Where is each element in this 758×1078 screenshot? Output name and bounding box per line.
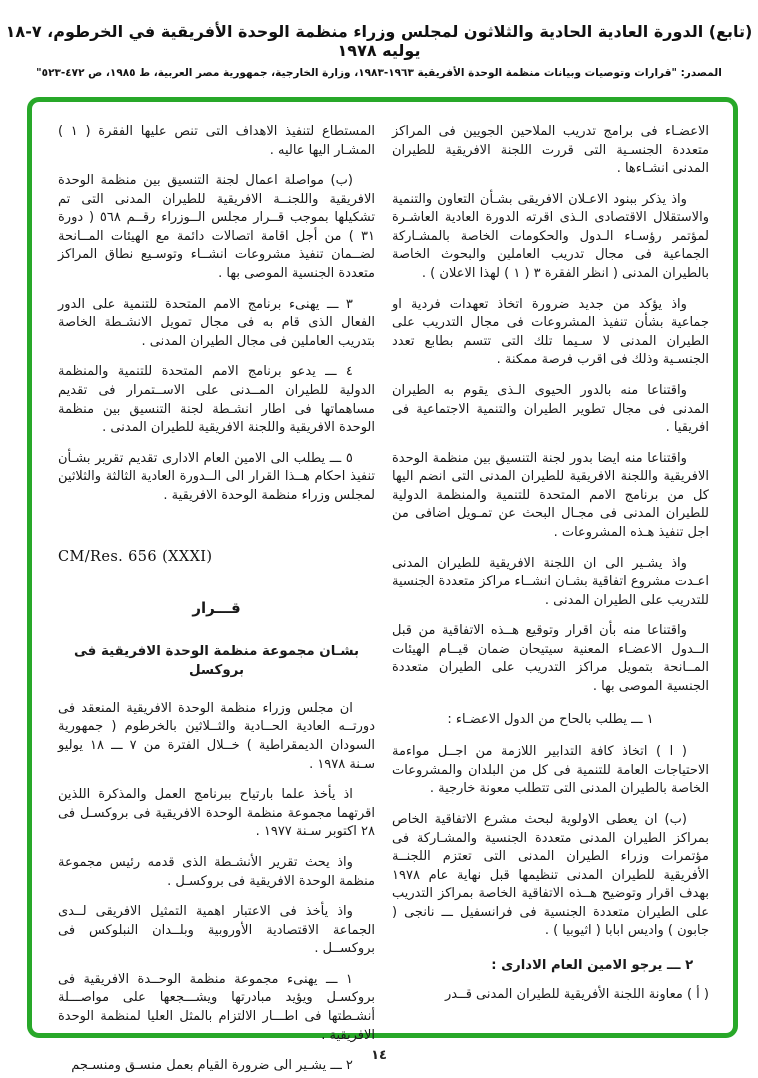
- paragraph: (ب) مواصلة اعمال لجنة التنسيق بين منظمة الوحدة الافريقية واللجنــة الافريقية للطيران المدنى التى تم تشكيلها بموجب قــرار مجلس الــوزراء رقــم ٥٦٨ ( دورة ٣١ ) من أجل اقامة اتصالات دائمة مع الهيئات المــانحة لضــمان تنفيذ مشروعات انشــاء وتوسـيع نطاق المراكز متعددة الجنسية الموصى بها .: [58, 173, 375, 282]
- header-session-title: (تابع) الدورة العادية الحادية والثلاثون لمجلس وزراء منظمة الوحدة الأفريقية في الخرطوم، ٧-١٨ يوليه ١٩٧٨: [5, 22, 753, 60]
- paragraph: ٤ ـــ يدعو برنامج الامم المتحدة للتنمية والمنظمة الدولية للطيران المــدنى على الاســتمرار فى تقديم مساهماتها فى اطار انشـطة لجنة التنسيق بين منظمة الوحدة الافريقية واللجنة الافريقية للطيران المدنى .: [58, 364, 375, 436]
- paragraph: اذ يأخذ علما بارتياح ببرنامج العمل والمذكرة اللذين اقرتهما مجموعة منظمة الوحدة الافريقية فى بروكسـل فى ٢٨ اكتوبر سـنة ١٩٧٧ .: [58, 787, 375, 840]
- numbered-item-bold: ٢ ـــ يرجو الامين العام الادارى :: [491, 957, 694, 973]
- resolution-subject: بشـان مجموعة منظمة الوحدة الافريقية فى بروكسل: [73, 643, 359, 678]
- paragraph: ١ ـــ يهنىء مجموعة منظمة الوحــدة الافريقية فى بروكسـل ويؤيد مبادرتها ويشـــجعها على مواصـــلة أنشـطتها فى اطـــار الالتزام بالمثل العليا لمنظمة الوحدة الافريقية .: [58, 971, 375, 1043]
- resolution-title: قـــرار: [192, 599, 241, 618]
- paragraph: واذ يأخذ فى الاعتبار اهمية التمثيل الافريقى لــدى الجماعة الاقتصادية الأوروبية وبلــدان النبلوكس فى بروكســل .: [58, 904, 375, 957]
- paragraph: واقتناعا منه بالدور الحيوى الـذى يقوم به الطيران المدنى فى مجال تطوير الطيران والتنمية الاجتماعية فى افريقيا .: [392, 382, 709, 436]
- column-left: [58, 123, 375, 1074]
- numbered-item: ١ ـــ يطلب بالحاح من الدول الاعضـاء :: [447, 711, 654, 727]
- paragraph: واقتناعا منه بأن اقرار وتوقيع هــذه الاتفاقية من قبل الــدول الاعضـاء المعنية سيتيحان ضمان قيــام الهيئات المــانحة بتمويل مراكز التدريب على الطيران متعددة الجنسية الموصى بها .: [392, 623, 709, 695]
- paragraph: ٥ ـــ يطلب الى الامين العام الادارى تقديم تقرير بشـأن تنفيذ احكام هــذا القرار الى الــدورة العادية الثالثة والثلاثين لمجلس وزراء منظمة الوحدة الافريقية .: [58, 450, 375, 503]
- paragraph: المستطاع لتنفيذ الاهداف التى تنص عليها الفقرة ( ١ ) المشـار اليها عاليه .: [58, 124, 375, 158]
- paragraph: واذ يحث تقرير الأنشـطة الذى قدمه رئيس مجموعة منظمة الوحدة الافريقية فى بروكسـل .: [58, 854, 375, 889]
- paragraph: الاعضـاء فى برامج تدريب الملاحين الجويين فى المراكز متعددة الجنسـية التى قررت اللجنة الافريقية للطيران المدنى انشـاءها .: [392, 124, 709, 177]
- paragraph: ( ا ) اتخاذ كافة التدابير اللازمة من اجــل مواءمة الاحتياجات العامة للتنمية فى كل من البلدان والمشروعات الخاصة بالطيران المدنى التى تتطلب معونة خارجية .: [392, 744, 709, 797]
- paragraph: ٣ ـــ يهنىء برنامج الامم المتحدة للتنمية على الدور الفعال الذى قام به فى مجال تمويل الانشـطة الخاصة بتدريب العاملين فى مجال الطيران المدنى .: [58, 296, 375, 349]
- paragraph: ( أ ) معاونة اللجنة الأفريقية للطيران المدنى قــدر: [444, 986, 709, 1002]
- paragraph: (ب) ان يعطى الاولوية لبحث مشرع الاتفاقية الخاص بمراكز الطيران المدنى متعددة الجنسية والمشـاركة فى مؤتمرات وزراء الطيران المدنى التى تعتزم اللجنــة الأفريقية للطيران المدنى تنظيمها قبل نهاية عام ١٩٧٨ بهدف اقرار وتوضيح هــذه الاتفاقية الخاصة بمراكز التدريب على الطيران متعددة الجنسية فى فرانسفيل ـــ نانجى ( جابون ) واديس ابابا ( اثيوبيا ) .: [392, 811, 709, 939]
- header-source-line: المصدر: "قرارات وتوصيات وبيانات منظمة الوحدة الأفريقية ١٩٦٣-١٩٨٣، وزارة الخارجية، جمهورية مصر العربية، ط ١٩٨٥، ص ٤٧٢-٥٢٣": [36, 67, 722, 79]
- paragraph: ان مجلس وزراء منظمة الوحدة الافريقية المنعقد فى دورتــه العادية الحــادية والثــلاثين بالخرطوم ( جمهورية السودان الديمقراطية ) خــلال الفترة من ٧ ـــ ١٨ يوليو سـنة ١٩٧٨ .: [58, 700, 375, 772]
- column-right: [392, 123, 709, 1033]
- paragraph: واذ يؤكد من جديد ضرورة اتخاذ تعهدات فردية او جماعية بشأن تنفيذ المشروعات فى مجال التدريب على الطيران المدنى لا سـيما تلك التى تتسم بطابع تعدد الجنسـية وذلك فى اقرب فرصة ممكنة .: [392, 296, 709, 368]
- paragraph: ٢ ـــ يشـير الى ضرورة القيام بعمل منسـق ومنسـجم: [71, 1058, 353, 1074]
- paragraph: واذ يشـير الى ان اللجنة الافريقية للطيران المدنى اعـدت مشروع اتفاقية بشـان انشــاء مراكز متعددة الجنسية للتدريب على الطيران المدنى .: [392, 555, 709, 608]
- page-header: [0, 22, 758, 79]
- paragraph: واقتناعا منه ايضا بدور لجنة التنسيق بين منظمة الوحدة الافريقية واللجنة الافريقية للطيران المدنى التى انضم اليها كل من برنامج الامم المتحدة للتنمية والمنظمة الدولية للطيران المدنى فى مجـال البحث عن تمـويل اضافى من اجل تنفيذ هـذه المشروعات .: [392, 450, 709, 540]
- paragraph: واذ يذكر ببنود الاعـلان الافريقى بشـأن التعاون والتنمية والاستقلال الاقتصادى الـذى اقرته الدورة العادية العاشـرة لمؤتمر رؤسـاء الـدول والحكومات الخاصة بالمشـاركة الجماعية فى مجال تدريب العاملين والبحوث الخاصة بالطيران المدنى ( انظر الفقرة ٣ ( ١ ) لهذا الاعلان ) .: [392, 191, 709, 282]
- page-footer: [0, 1048, 758, 1063]
- resolution-number: CM/Res. 656 (XXXI): [58, 549, 213, 566]
- page-number: ١٤: [371, 1048, 387, 1063]
